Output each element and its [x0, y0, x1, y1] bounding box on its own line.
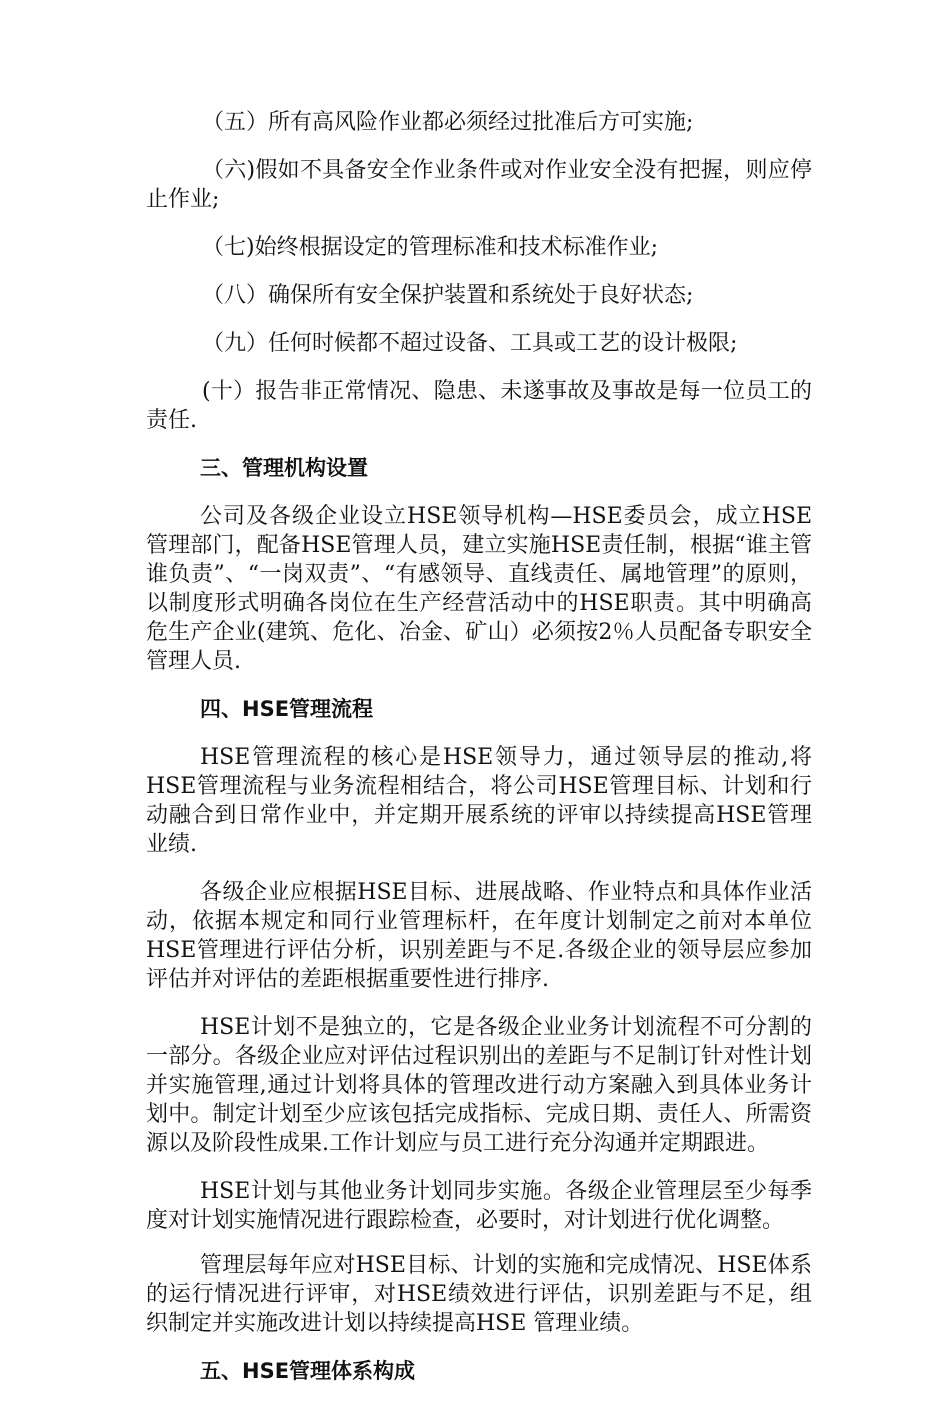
section-4-paragraph: 各级企业应根据HSE目标、进展战略、作业特点和具体作业活动，依据本规定和同行业管理标杆，在年度计划制定之前对本单位HSE管理进行评估分析，识别差距与不足.各级企业的领导层应参加评估并对评估的差距根据重要性进行排序. [146, 880, 812, 992]
section-4-paragraph: HSE管理流程的核心是HSE领导力，通过领导层的推动,将HSE管理流程与业务流程相结合，将公司HSE管理目标、计划和行动融合到日常作业中，并定期开展系统的评审以持续提高HSE管理业绩. [146, 745, 812, 857]
list-item: （九）任何时候都不超过设备、工具或工艺的设计极限; [202, 331, 738, 356]
list-item: （五）所有高风险作业都必须经过批准后方可实施; [202, 110, 694, 135]
section-heading-4: 四、HSE管理流程 [200, 697, 374, 721]
section-4-paragraph: 管理层每年应对HSE目标、计划的实施和完成情况、HSE体系的运行情况进行评审，对HSE绩效进行评估，识别差距与不足，组织制定并实施改进计划以持续提高HSE 管理业绩。 [146, 1253, 812, 1336]
list-item: （六)假如不具备安全作业条件或对作业安全没有把握，则应停止作业; [146, 158, 812, 212]
document-page [146, 108, 812, 1405]
list-item: （七)始终根据设定的管理标准和技术标准作业; [202, 235, 658, 260]
section-3-paragraph: 公司及各级企业设立HSE领导机构—HSE委员会，成立HSE管理部门，配备HSE管理人员，建立实施HSE责任制，根据“谁主管谁负责”、“一岗双责”、“有感领导、直线责任、属地管理”的原则，以制度形式明确各岗位在生产经营活动中的HSE职责。其中明确高危生产企业(建筑、危化、冶金、矿山）必须按2％人员配备专职安全管理人员. [146, 504, 812, 674]
section-heading-3: 三、管理机构设置 [200, 456, 368, 480]
list-item: (十）报告非正常情况、隐患、未遂事故及事故是每一位员工的责任. [146, 379, 812, 433]
section-4-paragraph: HSE计划不是独立的，它是各级企业业务计划流程不可分割的一部分。各级企业应对评估过程识别出的差距与不足制订针对性计划并实施管理,通过计划将具体的管理改进行动方案融入到具体业务计划中。制定计划至少应该包括完成指标、完成日期、责任人、所需资源以及阶段性成果.工作计划应与员工进行充分沟通并定期跟进。 [146, 1015, 812, 1156]
section-4-paragraph: HSE计划与其他业务计划同步实施。各级企业管理层至少每季度对计划实施情况进行跟踪检查，必要时，对计划进行优化调整。 [146, 1179, 812, 1233]
list-item: （八）确保所有安全保护装置和系统处于良好状态; [202, 283, 694, 308]
section-heading-5: 五、HSE管理体系构成 [200, 1359, 416, 1383]
